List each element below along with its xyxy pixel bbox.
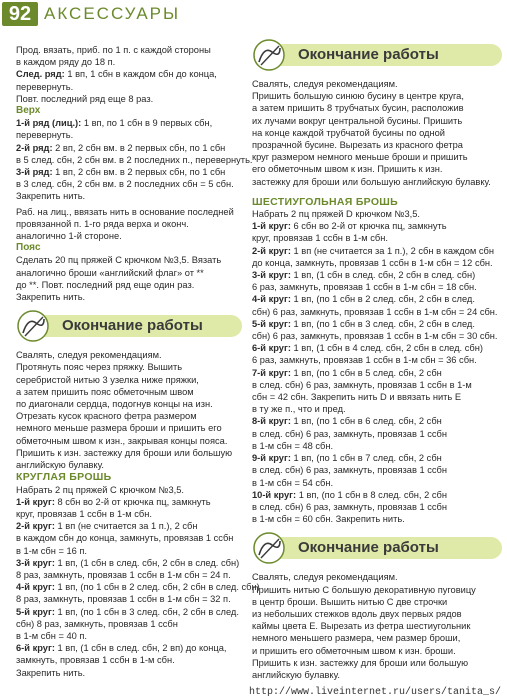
round-label: 9-й круг: — [252, 453, 291, 464]
text-line: каймы цвета E. Вырезать из фетра шестиугольник — [252, 621, 471, 632]
text: 1 вп, (по 1 сбн в 3 след. сбн, 2 сбн в след. — [293, 318, 475, 329]
text-line: в 1-м сбн = 16 п. — [16, 545, 88, 556]
round-instruction — [252, 415, 502, 427]
text-line: 6 раз, замкнуть, провязав 1 ссбн в 1-м сбн = 36 сбн. — [252, 355, 477, 366]
text-line: по диагонали сердца, подогнув концы на изн. — [16, 399, 213, 410]
round-label: 8-й круг: — [252, 416, 291, 427]
text: 1 вп, (по 1 сбн в 2 след. сбн, 2 сбн в след. — [293, 294, 475, 305]
text: 1 вп, (1 сбн в след. сбн, 2 сбн в след. сбн) — [57, 557, 240, 568]
text-line: обметочным швом к изн., закрывая концы пояса. — [16, 435, 228, 446]
text-line: круг размером немного меньше броши и пришить — [252, 152, 468, 163]
banner-pill — [260, 537, 502, 559]
text-line: Пришить к изн. застежку для броши или большую — [16, 447, 233, 458]
text-line: Закрепить нить. — [16, 667, 86, 678]
text: 1 вп, по 1 сбн в 9 первых сбн, — [83, 118, 213, 129]
text-line: в след. сбн) 6 раз, замкнуть, провязав 1 ссбн — [252, 501, 448, 512]
round-instruction — [252, 452, 502, 464]
text-line: в ту же п., что и пред. — [252, 404, 346, 415]
finish-banner — [252, 38, 502, 72]
source-url: http://www.liveinternet.ru/users/tanita_s/ — [248, 687, 501, 698]
round-label: 2-й круг: — [16, 521, 55, 532]
text-line: Пришить большую синюю бусину в центре круга, — [252, 91, 464, 102]
text-line: в 5 след. сбн, 2 сбн вм. в 2 последних п., перевернуть. — [16, 154, 253, 165]
text-line: в центр броши. Вышить нитью С две строчки — [252, 596, 448, 607]
round-instruction — [252, 293, 502, 305]
round-instruction — [252, 367, 502, 379]
page-header — [0, 0, 507, 28]
round-instruction — [16, 606, 242, 618]
section-heading-hex-brooch: ШЕСТИУГОЛЬНАЯ БРОШЬ — [252, 195, 399, 208]
text: 1 вп, (по 1 сбн в 5 след. сбн, 2 сбн — [293, 367, 442, 378]
text-line: круг, провязав 1 ссбн в 1-м сбн. — [16, 508, 152, 519]
needle-thread-icon — [252, 531, 286, 565]
text: 1 вп, 1 сбн в каждом сбн до конца, — [67, 69, 217, 80]
text-line: на конце каждой трубчатой бусины по одной — [252, 127, 445, 138]
round-label: 2-й круг: — [252, 245, 291, 256]
text-line: а затем пришить пояс обметочным швом — [16, 386, 194, 397]
text-line: Пришить к изн. застежку для броши или большую — [252, 657, 469, 668]
round-label: 10-й круг: — [252, 489, 297, 500]
text: 1 вп, (1 сбн в след. сбн, 2 сбн в след. сбн) — [293, 270, 476, 281]
text-line: в 1-м сбн = 60 сбн. Закрепить нить. — [252, 514, 405, 525]
text-line: до **. Повт. последний ряд еще один раз. — [16, 279, 195, 290]
text: 1 вп, (по 1 сбн в 3 след. сбн, 2 сбн в след. — [57, 606, 239, 617]
round-label: 4-й круг: — [16, 582, 55, 593]
text-line: перевернуть. — [16, 81, 74, 92]
text-line: аналогично броши «английский флаг» от ** — [16, 267, 204, 278]
text: 1 вп, (по 1 сбн в 2 след. сбн, 2 сбн в след. сбн) — [57, 582, 260, 593]
text-line: а затем пришить 8 трубчатых бусин, расположив — [252, 103, 464, 114]
round-instruction — [16, 581, 260, 593]
round-instruction — [252, 489, 502, 501]
text-line: сбн) 6 раз, замкнуть, провязав 1 ссбн в 1-м сбн = 30 сбн. — [252, 331, 498, 342]
round-instruction — [16, 557, 242, 569]
text-line: Раб. на лиц., ввязать нить в основание последней — [16, 206, 234, 217]
text-line: и пришить его обметочным швом к изн. броши. — [252, 645, 456, 656]
round-label: 4-й круг: — [252, 294, 291, 305]
text-line: в след. сбн) 6 раз, замкнуть, провязав 1 ссбн — [252, 428, 448, 439]
text-line: Пришить нитью С большую декоративную пуговицу — [252, 584, 476, 595]
text-line: Повт. последний ряд еще 8 раз. — [16, 93, 154, 104]
banner-title: Окончание работы — [298, 539, 439, 557]
text-line: Свалять, следуя рекомендациям. — [252, 79, 398, 89]
text-line: в 1-м сбн = 54 сбн. — [252, 477, 334, 488]
row-label: 2-й ряд: — [16, 142, 53, 153]
text-line: 6 раз, замкнуть, провязав 1 ссбн в 1-м сбн = 18 сбн. — [252, 282, 477, 293]
text: 2 вп, 2 сбн вм. в 2 первых сбн, по 1 сбн — [55, 142, 226, 153]
text-line: застежку для броши или большую английскую булавку. — [252, 176, 491, 187]
text-line: Набрать 2 пц пряжей D крючком №3,5. — [252, 209, 420, 220]
text: 1 вп, (по 1 сбн в 6 след. сбн, 2 сбн — [293, 416, 442, 427]
subheading-belt: Пояс — [16, 242, 41, 254]
text-line: Закрепить нить. — [16, 292, 86, 303]
text: 1 вп, 2 сбн вм. в 2 первых сбн, по 1 сбн — [55, 167, 226, 178]
round-instruction — [16, 642, 242, 654]
text-line: Прод. вязать, приб. по 1 п. с каждой стороны — [16, 45, 211, 55]
text-line: английскую булавку. — [252, 669, 340, 680]
round-label: 6-й круг: — [16, 643, 55, 654]
text: 8 сбн во 2-й от крючка пц, замкнуть — [57, 496, 211, 507]
round-instruction — [252, 269, 502, 281]
text-line: в след. сбн) 6 раз, замкнуть, провязав 1 ссбн — [252, 465, 448, 476]
finish-banner — [252, 531, 502, 565]
banner-pill — [260, 44, 502, 66]
row-instruction — [16, 142, 242, 154]
text-line: в след. сбн) 6 раз, замкнуть, провязав 1 ссбн в 1-м — [252, 379, 472, 390]
text-line: немного меньше размера броши и пришить его — [16, 423, 222, 434]
text-line: Свалять, следуя рекомендациям. — [16, 350, 162, 361]
row-instruction — [16, 166, 242, 178]
text-line: Отрезать кусок красного фетра размером — [16, 411, 197, 422]
round-instruction — [16, 520, 242, 532]
text: 1 вп, (1 сбн в след. сбн, 2 вп) до конца, — [57, 643, 227, 654]
text: 1 вп, (по 1 сбн в 8 след. сбн, 2 сбн — [298, 489, 447, 500]
row-label: 1-й ряд (лиц.): — [16, 118, 82, 129]
round-instruction — [252, 342, 502, 354]
text-line: до конца, замкнуть, провязав 1 ссбн в 1-м сбн = 12 сбн. — [252, 257, 493, 268]
text-line: в 1-м сбн = 40 п. — [16, 630, 88, 641]
text-line: в 1-м сбн = 48 сбн. — [252, 440, 334, 451]
text-line: замкнуть, провязав 1 ссбн в 1-м сбн. — [16, 655, 175, 666]
left-column — [16, 44, 260, 679]
text-line: перевернуть. — [16, 130, 74, 141]
text-line: серебристой нитью 3 узелка ниже пряжки, — [16, 374, 199, 385]
section-heading-round-brooch: КРУГЛАЯ БРОШЬ — [16, 471, 112, 484]
row-label: След. ряд: — [16, 69, 65, 80]
text-line: аналогично 1-й стороне. — [16, 231, 122, 242]
text-line: Свалять, следуя рекомендациям. — [252, 572, 398, 583]
text-line: из небольших стежков вдоль двух первых рядов — [252, 608, 462, 619]
text-line: английскую булавку. — [16, 460, 104, 471]
text-line: его обметочным швом к изн. Пришить к изн. — [252, 164, 443, 175]
text-line: их лучами вокруг центральной бусины. Пришить — [252, 115, 463, 126]
text-line: сбн = 42 сбн. Закрепить нить D и ввязать нить E — [252, 392, 462, 403]
banner-title: Окончание работы — [62, 317, 203, 335]
page-number: 92 — [2, 2, 38, 26]
round-instruction — [252, 318, 502, 330]
round-label: 6-й круг: — [252, 343, 291, 354]
text-line: прозрачной бусине. Вырезать из красного фетра — [252, 140, 463, 151]
round-label: 3-й круг: — [16, 557, 55, 568]
text-line: Протянуть пояс через пряжку. Вышить — [16, 362, 183, 373]
text-line: Набрать 2 пц пряжей С крючком №3,5. — [16, 484, 184, 495]
text-line: провязанной п. 1-го ряда верха и оконч. — [16, 218, 189, 229]
row-instruction — [16, 117, 242, 129]
right-column — [252, 38, 502, 681]
banner-title: Окончание работы — [298, 46, 439, 63]
text-line: круг, провязав 1 ссбн в 1-м сбн. — [252, 233, 388, 244]
text-line: Закрепить нить. — [16, 191, 86, 202]
text-line: в 3 след. сбн, 2 сбн вм. в 2 последних сбн = 5 сбн. — [16, 179, 234, 190]
text-line: сбн) 8 раз, замкнуть, провязав 1 ссбн — [16, 618, 178, 629]
round-label: 1-й круг: — [252, 221, 291, 232]
subheading-top: Верх — [16, 105, 41, 117]
needle-thread-icon — [16, 309, 50, 343]
row-label: 3-й ряд: — [16, 167, 53, 178]
section-title: АКСЕССУАРЫ — [44, 4, 181, 23]
round-instruction — [252, 245, 502, 257]
text-line: в каждом сбн до конца, замкнуть, провязав 1 ссбн — [16, 533, 234, 544]
round-instruction — [16, 496, 242, 508]
text-line: 8 раз, замкнуть, провязав 1 ссбн в 1-м сбн = 24 п. — [16, 569, 231, 580]
text-line: сбн) 6 раз, замкнуть, провязав 1 ссбн в 1-м сбн = 24 сбн. — [252, 306, 498, 317]
finish-banner — [16, 309, 242, 343]
text: 1 вп, (по 1 сбн в 7 след. сбн, 2 сбн — [293, 453, 442, 464]
text: 6 сбн во 2-й от крючка пц, замкнуть — [293, 221, 447, 232]
round-label: 5-й круг: — [16, 606, 55, 617]
text: 1 вп (не считается за 1 п.), 2 сбн в каждом сбн — [293, 245, 494, 256]
text-line: в каждом ряду до 18 п. — [16, 57, 116, 68]
row-instruction — [16, 68, 242, 80]
round-label: 7-й круг: — [252, 367, 291, 378]
banner-pill — [24, 315, 242, 337]
text: 1 вп, (1 сбн в 4 след. сбн, 2 сбн в след. сбн) — [293, 343, 483, 354]
needle-thread-icon — [252, 38, 286, 72]
round-instruction — [252, 220, 502, 232]
text-line: Сделать 20 пц пряжей С крючком №3,5. Вязать — [16, 255, 222, 266]
text-line: 8 раз, замкнуть, провязав 1 ссбн в 1-м сбн = 32 п. — [16, 594, 231, 605]
text: 1 вп (не считается за 1 п.), 2 сбн — [57, 521, 198, 532]
round-label: 1-й круг: — [16, 496, 55, 507]
text-line: немного меньшего размера, чем размер броши, — [252, 633, 461, 644]
round-label: 3-й круг: — [252, 270, 291, 281]
round-label: 5-й круг: — [252, 318, 291, 329]
